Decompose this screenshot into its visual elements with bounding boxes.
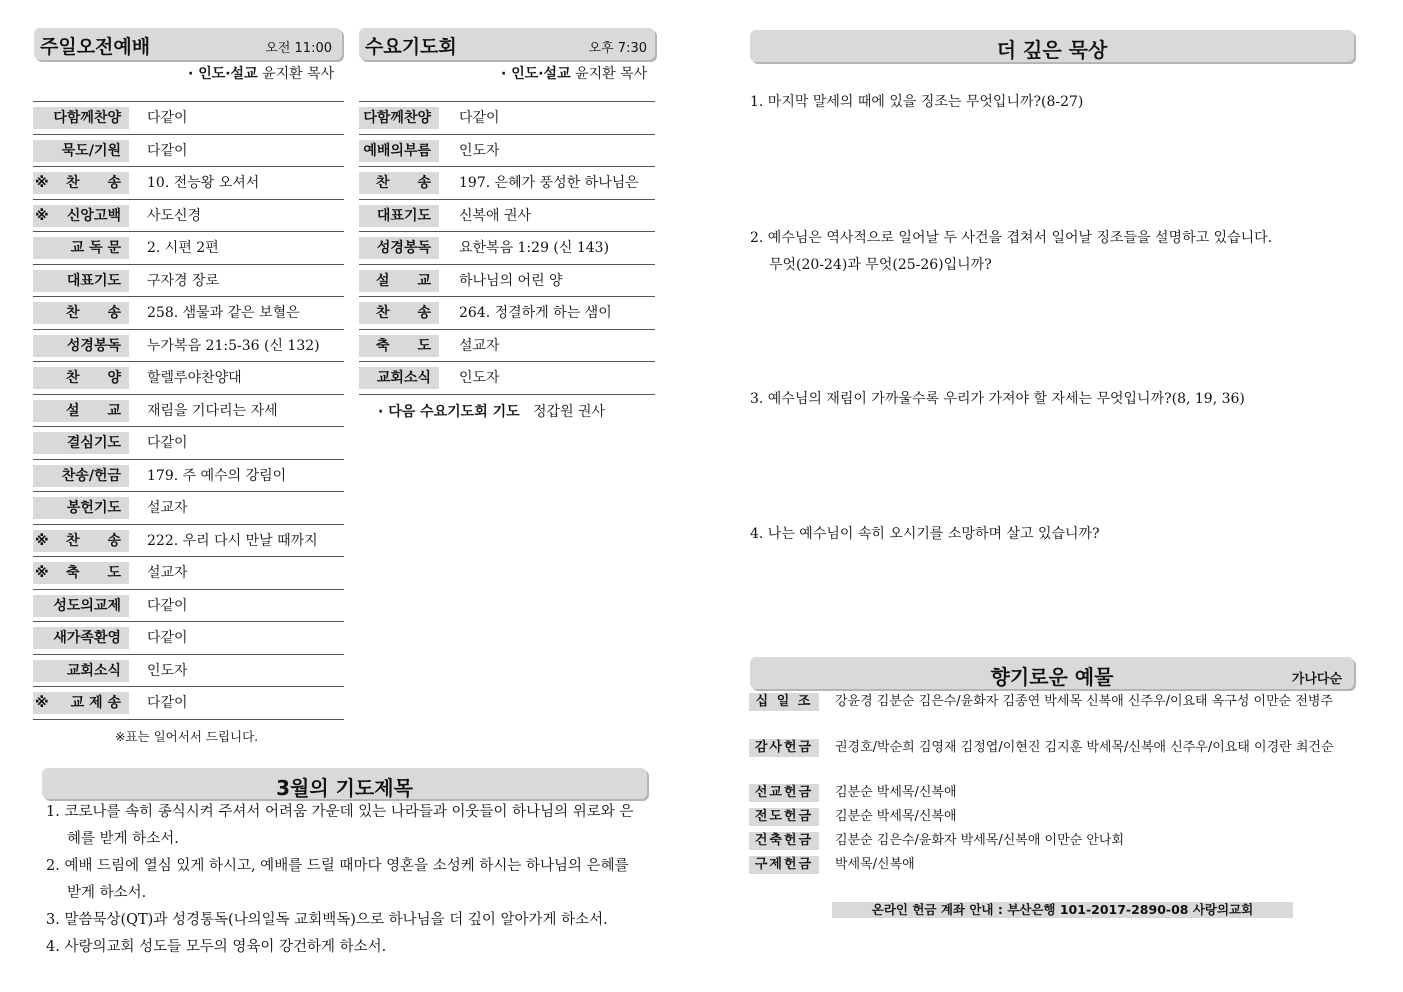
order-label: 설 교: [375, 272, 431, 289]
wednesday-service-title: 수요기도회: [365, 36, 457, 58]
order-label: 성도의교제: [53, 597, 121, 614]
offering-names: 박세목/신복애: [835, 857, 915, 872]
sunday-order-table: [33, 101, 344, 720]
order-value: 179. 주 예수의 강림이: [147, 467, 287, 484]
meditation-header: [750, 30, 1354, 62]
sunday-leader-name: 윤지환 목사: [262, 66, 335, 82]
order-row: [33, 655, 344, 688]
order-value: 264. 정결하게 하는 샘이: [459, 305, 612, 321]
order-row: [359, 102, 655, 135]
order-label: 축 도: [375, 337, 431, 354]
order-value: 2. 시편 2편: [147, 240, 219, 256]
offering-names: 김분순 김은수/윤화자 박세목/신복애 이만순 안나회: [835, 833, 1125, 848]
order-row: [33, 525, 344, 558]
order-value: 다같이: [147, 110, 188, 126]
order-row: [33, 590, 344, 623]
order-value: 신복애 권사: [459, 207, 532, 224]
order-value: 할렐루야찬양대: [147, 370, 242, 386]
order-row: [33, 232, 344, 265]
wednesday-order-table: [359, 101, 655, 395]
meditation-question-4: 4. 나는 예수님이 속히 오시기를 소망하며 살고 있습니까?: [750, 526, 1100, 542]
order-value: 다같이: [147, 695, 188, 711]
order-row: [33, 330, 344, 363]
order-label: 대표기도: [66, 272, 121, 289]
online-offering-account: 온라인 헌금 계좌 안내 : 부산은행 101-2017-2890-08 사랑의교회: [832, 902, 1293, 918]
order-label: 찬 송: [65, 305, 121, 321]
offering-label: 십 일 조: [749, 693, 819, 711]
offerings-header: [750, 657, 1354, 689]
sunday-leader-label: · 인도·설교: [188, 66, 258, 82]
order-row: [33, 427, 344, 460]
meditation-question-1: 1. 마지막 말세의 때에 있을 징조는 무엇입니까?(8-27): [750, 94, 1084, 110]
order-label: 찬 송: [65, 532, 121, 549]
stand-mark: ※: [35, 532, 49, 549]
next-prayer-name: 정갑원 권사: [533, 404, 606, 420]
order-label: 새가족환영: [53, 630, 121, 646]
order-label: 다함께찬양: [53, 110, 121, 126]
wednesday-leader: [501, 63, 647, 83]
order-row: [33, 135, 344, 168]
order-row: [359, 200, 655, 233]
order-label: 결심기도: [66, 435, 121, 451]
next-prayer-label: · 다음 수요기도회 기도: [378, 404, 520, 420]
order-label: 축 도: [65, 565, 121, 581]
order-row: [359, 265, 655, 298]
order-value: 구자경 장로: [147, 272, 220, 289]
order-label: 교회소식: [376, 370, 431, 386]
order-label: 성경봉독: [376, 240, 431, 256]
order-label: 교회소식: [66, 662, 121, 679]
order-value: 하나님의 어린 양: [459, 272, 563, 289]
order-label: 찬 송: [375, 175, 431, 191]
order-row: [33, 265, 344, 298]
order-row: [33, 557, 344, 590]
wednesday-leader-label: · 인도·설교: [501, 66, 571, 82]
meditation-question-3: 3. 예수님의 재림이 가까울수록 우리가 가져야 할 자세는 무엇입니까?(8, 19, 36): [750, 391, 1245, 407]
order-label: 묵도/기원: [61, 142, 121, 159]
order-row: [33, 687, 344, 720]
order-value: 사도신경: [147, 207, 202, 224]
order-row: [33, 362, 344, 395]
offering-names: 강윤경 김분순 김은수/윤화자 김종연 박세목 신복애 신주우/이요태 옥구성 이만순 전병주: [835, 694, 1334, 709]
offering-label: 전도헌금: [749, 808, 819, 826]
meditation-question-2: 2. 예수님은 역사적으로 일어날 두 사건을 겹쳐서 일어날 징조들을 설명하고 있습니다.: [750, 230, 1273, 246]
order-label: 찬 양: [65, 370, 121, 386]
prayer-item: 3. 말씀묵상(QT)과 성경통독(나의일독 교회백독)으로 하나님을 더 깊이 알아가게 하소서.: [46, 912, 608, 928]
sunday-leader: [188, 63, 334, 83]
offering-label: 건축헌금: [749, 832, 819, 850]
order-row: [33, 622, 344, 655]
stand-mark: ※: [35, 207, 49, 224]
offering-names: 김분순 박세목/신복애: [835, 809, 957, 824]
order-label: 대표기도: [376, 207, 431, 224]
order-value: 다같이: [147, 597, 188, 614]
prayer-item: 1. 코로나를 속히 종식시켜 주셔서 어려움 가운데 있는 나라들과 이웃들이 하나님의 위로와 은혜를 받게 하소서.: [46, 804, 634, 847]
order-label: 설 교: [65, 402, 121, 419]
order-value: 다같이: [147, 630, 188, 646]
offerings-title: 향기로운 예물: [990, 665, 1114, 689]
stand-mark: ※: [35, 695, 49, 711]
offering-label: 구제헌금: [749, 856, 819, 874]
next-wednesday-prayer: [378, 401, 605, 421]
order-row: [33, 167, 344, 200]
order-value: 197. 은혜가 풍성한 하나님은: [459, 175, 639, 191]
meditation-title: 더 깊은 묵상: [996, 38, 1108, 62]
order-row: [33, 395, 344, 428]
order-value: 인도자: [459, 142, 500, 159]
order-value: 요한복음 1:29 (신 143): [459, 240, 610, 256]
sunday-service-title: 주일오전예배: [40, 36, 151, 58]
sunday-service-time: 오전 11:00: [265, 41, 332, 56]
order-label: 교 독 문: [70, 240, 121, 256]
prayer-item: 2. 예배 드림에 열심 있게 하시고, 예배를 드릴 때마다 영혼을 소성케 하시는 하나님의 은혜를 받게 하소서.: [46, 858, 629, 901]
order-label: 봉헌기도: [66, 500, 121, 516]
order-value: 다같이: [459, 110, 500, 126]
order-value: 설교자: [147, 565, 188, 581]
order-row: [33, 102, 344, 135]
order-value: 누가복음 21:5-36 (신 132): [147, 337, 320, 354]
order-label: 다함께찬양: [363, 110, 431, 126]
order-value: 인도자: [147, 662, 188, 679]
order-value: 다같이: [147, 435, 188, 451]
order-value: 재림을 기다리는 자세: [147, 402, 278, 419]
meditation-question-2-cont: 무엇(20-24)과 무엇(25-26)입니까?: [769, 257, 992, 273]
offering-label: 선교헌금: [749, 784, 819, 802]
offering-names: 권경호/박순희 김영재 김정엽/이현진 김지훈 박세목/신복애 신주우/이요태 이경란 최건순: [835, 740, 1334, 755]
order-row: [359, 167, 655, 200]
order-row: [359, 330, 655, 363]
wednesday-leader-name: 윤지환 목사: [575, 66, 648, 82]
order-row: [359, 135, 655, 168]
order-row: [33, 297, 344, 330]
order-label: 찬 송: [65, 175, 121, 191]
prayer-item: 4. 사랑의교회 성도들 모두의 영육이 강건하게 하소서.: [46, 939, 387, 955]
order-label: 신앙고백: [66, 207, 121, 224]
order-label: 교 제 송: [70, 695, 121, 711]
order-label: 찬송/헌금: [61, 467, 121, 484]
order-value: 10. 전능왕 오셔서: [147, 175, 260, 191]
order-value: 설교자: [459, 337, 500, 354]
wednesday-service-time: 오후 7:30: [588, 41, 647, 56]
sunday-service-header: [34, 28, 342, 60]
order-value: 222. 우리 다시 만날 때까지: [147, 532, 318, 549]
order-value: 인도자: [459, 370, 500, 386]
offerings-order-note: 가나다순: [1291, 672, 1342, 687]
order-row: [359, 232, 655, 265]
wednesday-service-header: [359, 28, 655, 60]
prayer-title: 3월의 기도제목: [276, 776, 413, 800]
order-row: [33, 460, 344, 493]
order-label: 성경봉독: [66, 337, 121, 354]
order-label: 찬 송: [375, 305, 431, 321]
order-row: [33, 200, 344, 233]
order-value: 258. 샘물과 같은 보혈은: [147, 305, 300, 321]
order-value: 다같이: [147, 142, 188, 159]
order-row: [33, 492, 344, 525]
prayer-header: [42, 768, 647, 799]
stand-mark: ※: [35, 175, 49, 191]
order-row: [359, 297, 655, 330]
offering-label: 감사헌금: [749, 739, 819, 757]
order-value: 설교자: [147, 500, 188, 516]
offering-names: 김분순 박세목/신복애: [835, 785, 957, 800]
order-label: 예배의부름: [363, 142, 431, 159]
stand-mark: ※: [35, 565, 49, 581]
prayer-list: [46, 799, 646, 961]
order-row: [359, 362, 655, 395]
stand-footnote: ※표는 일어서서 드립니다.: [115, 729, 259, 744]
